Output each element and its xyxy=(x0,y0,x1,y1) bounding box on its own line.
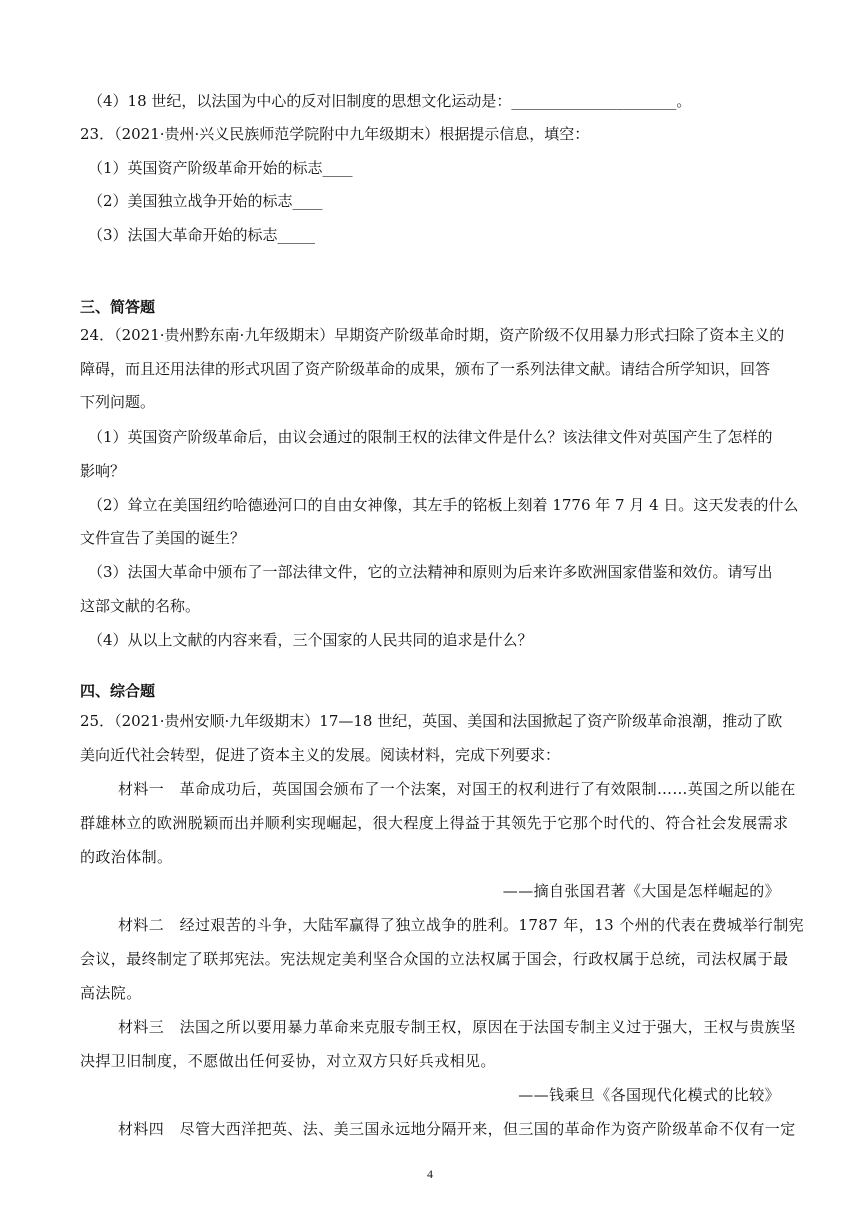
question-24-stem-2: 障碍，而且还用法律的形式巩固了资产阶级革命的成果，颁布了一系列法律文献。请结合所学知识，回答 xyxy=(80,360,771,378)
material-1-line-2: 群雄林立的欧洲脱颖而出并顺利实现崛起，很大程度上得益于其领先于它那个时代的、符合社会发展需求 xyxy=(80,814,789,832)
question-25-stem-1: 25．（2021·贵州安顺·九年级期末）17—18 世纪，英国、美国和法国掀起了资产阶级革命浪潮，推动了欧 xyxy=(80,712,783,730)
question-23-item2: （2）美国独立战争开始的标志____ xyxy=(88,192,323,210)
question-24-item4: （4）从以上文献的内容来看，三个国家的人民共同的追求是什么？ xyxy=(88,631,533,649)
question-25-stem-2: 美向近代社会转型，促进了资本主义的发展。阅读材料，完成下列要求： xyxy=(80,746,561,764)
page-number: 4 xyxy=(427,1167,433,1181)
material-3-line-2: 决捍卫旧制度，不愿做出任何妥协，对立双方只好兵戎相见。 xyxy=(80,1052,496,1070)
question-24-item1-2: 影响？ xyxy=(80,462,126,480)
material-1-line-3: 的政治体制。 xyxy=(80,848,173,866)
question-23-item3: （3）法国大革命开始的标志_____ xyxy=(88,226,316,244)
material-3-line-1: 材料三 法国之所以要用暴力革命来克服专制王权，原因在于法国专制主义过于强大，王权与贵族坚 xyxy=(118,1018,796,1036)
question-24-item3-1: （3）法国大革命中颁布了一部法律文件，它的立法精神和原则为后来许多欧洲国家借鉴和效仿。请写出 xyxy=(88,563,773,581)
section-4-heading: 四、综合题 xyxy=(80,682,156,700)
question-24-item3-2: 这部文献的名称。 xyxy=(80,597,201,615)
material-4-line-1: 材料四 尽管大西洋把英、法、美三国永远地分隔开来，但三国的革命作为资产阶级革命不仅有一定 xyxy=(118,1120,796,1138)
material-2-line-3: 高法院。 xyxy=(80,984,142,1002)
section-3-heading: 三、简答题 xyxy=(80,298,156,316)
question-24-stem-3: 下列问题。 xyxy=(80,393,156,411)
question-23-stem: 23．（2021·贵州·兴义民族师范学院附中九年级期末）根据提示信息，填空： xyxy=(80,125,590,143)
question-23-item1: （1）英国资产阶级革命开始的标志____ xyxy=(88,159,353,177)
material-3-source: ——钱乘旦《各国现代化模式的比较》 xyxy=(518,1086,780,1104)
material-2-line-1: 材料二 经过艰苦的斗争，大陆军赢得了独立战争的胜利。1787 年，13 个州的代表在费城举行制宪 xyxy=(118,916,805,934)
material-2-line-2: 会议，最终制定了联邦宪法。宪法规定美利坚合众国的立法权属于国会，行政权属于总统，司法权属于最 xyxy=(80,950,789,968)
question-24-item2-2: 文件宣告了美国的诞生？ xyxy=(80,529,246,547)
question-24-stem-1: 24．（2021·贵州黔东南·九年级期末）早期资产阶级革命时期，资产阶级不仅用暴力形式扫除了资本主义的 xyxy=(80,326,785,344)
question-24-item1-1: （1）英国资产阶级革命后，由议会通过的限制王权的法律文件是什么？该法律文件对英国产生了怎样的 xyxy=(88,428,773,446)
material-1-source: ——摘自张国君著《大国是怎样崛起的》 xyxy=(502,882,780,900)
question-22-item4: （4）18 世纪，以法国为中心的反对旧制度的思想文化运动是：______________________。 xyxy=(88,92,692,110)
material-1-line-1: 材料一 革命成功后，英国国会颁布了一个法案，对国王的权利进行了有效限制……英国之所以能在 xyxy=(118,780,796,798)
question-24-item2-1: （2）耸立在美国纽约哈德逊河口的自由女神像，其左手的铭板上刻着 1776 年 7 月 4 日。这天发表的什么 xyxy=(88,496,799,514)
